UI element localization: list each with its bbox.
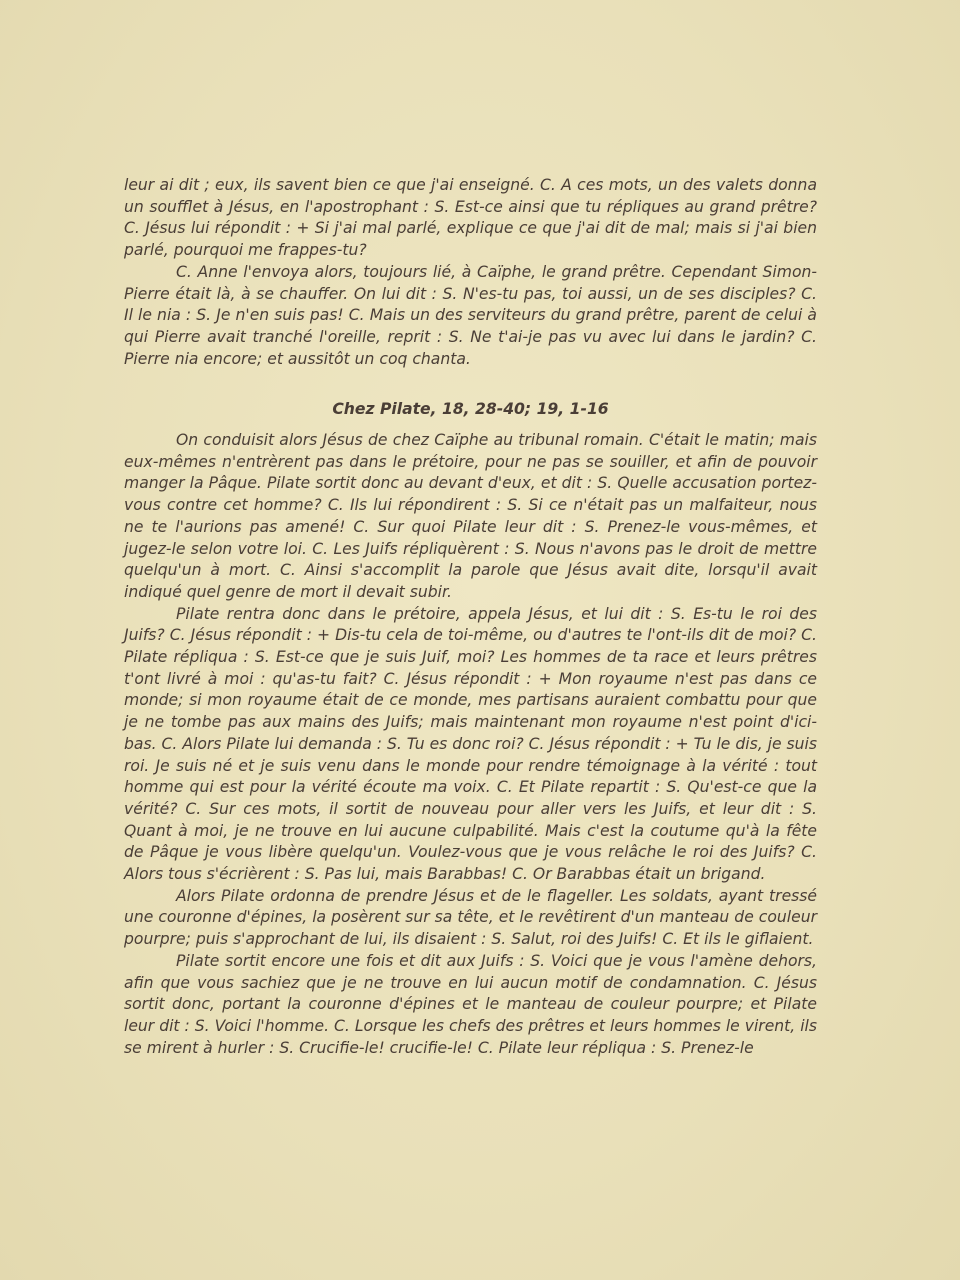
paragraph-continuation: leur ai dit ; eux, ils savent bien ce que j'ai enseigné. C. A ces mots, un des valets donna un soufflet à Jésus, en l'apostrophant : S. Est-ce ainsi que tu répliques au grand prêtre? C. Jésus lui répondit : + Si j'ai mal parlé, explique ce que j'ai dit de mal; mais si j'ai bien parlé, pourquoi me frappes-tu? <box>124 176 817 260</box>
paragraph-praetorium: Pilate rentra donc dans le prétoire, appela Jésus, et lui dit : S. Es-tu le roi des Juifs? C. Jésus répondit : + Dis-tu cela de toi-même, ou d'autres te l'ont-ils dit de moi? C. Pilate répliqua : S. Est-ce que je suis Juif, moi? Les hommes de ta race et leurs prêtres t'ont livré à moi : qu'as-tu fait? C. Jésus répondit : + Mon royaume n'est pas dans ce monde; si mon royaume était de ce monde, mes partisans auraient combattu pour que je ne tombe pas aux mains des Juifs; mais maintenant mon royaume n'est point d'ici-bas. C. Alors Pilate lui demanda : S. Tu es donc roi? C. Jésus répondit : + Tu le dis, je suis roi. Je suis né et je suis venu dans le monde pour rendre témoignage à la vérité : tout homme qui est pour la vérité écoute ma voix. C. Et Pilate repartit : S. Qu'est-ce que la vérité? C. Sur ces mots, il sortit de nouveau pour aller vers les Juifs, et leur dit : S. Quant à moi, je ne trouve en lui aucune culpabilité. Mais c'est la coutume qu'à la fête de Pâque je vous libère quelqu'un. Voulez-vous que je vous relâche le roi des Juifs? C. Alors tous s'écrièrent : S. Pas lui, mais Barabbas! C. Or Barabbas était un brigand. <box>124 604 817 884</box>
paragraph-anne-caiphe: C. Anne l'envoya alors, toujours lié, à Caïphe, le grand prêtre. Cependant Simon-Pierre était là, à se chauffer. On lui dit : S. N'es-tu pas, toi aussi, un de ses disciples? C. Il le nia : S. Je n'en suis pas! C. Mais un des serviteurs du grand prêtre, parent de celui à qui Pierre avait tranché l'oreille, reprit : S. Ne t'ai-je pas vu avec lui dans le jardin? C. Pierre nia encore; et aussitôt un coq chanta. <box>124 262 817 368</box>
section-heading: Chez Pilate, 18, 28-40; 19, 1-16 <box>332 400 609 418</box>
continuation-text <box>124 175 817 370</box>
section-text <box>124 430 817 1059</box>
paragraph-ecce-homo: Pilate sortit encore une fois et dit aux Juifs : S. Voici que je vous l'amène dehors, afin que vous sachiez que je ne trouve en lui aucun motif de condamnation. C. Jésus sortit donc, portant la couronne d'épines et le manteau de couleur pourpre; et Pilate leur dit : S. Voici l'homme. C. Lorsque les chefs des prêtres et leurs hommes le virent, ils se mirent à hurler : S. Crucifie-le! crucifie-le! C. Pilate leur répliqua : S. Prenez-le <box>124 951 817 1057</box>
paragraph-flagellation: Alors Pilate ordonna de prendre Jésus et de le flageller. Les soldats, ayant tressé une couronne d'épines, la posèrent sur sa tête, et le revêtirent d'un manteau de couleur pourpre; puis s'approchant de lui, ils disaient : S. Salut, roi des Juifs! C. Et ils le giflaient. <box>124 886 817 949</box>
paragraph-tribunal: On conduisit alors Jésus de chez Caïphe au tribunal romain. C'était le matin; mais eux-mêmes n'entrèrent pas dans le prétoire, pour ne pas se souiller, et afin de pouvoir manger la Pâque. Pilate sortit donc au devant d'eux, et dit : S. Quelle accusation portez-vous contre cet homme? C. Ils lui répondirent : S. Si ce n'était pas un malfaiteur, nous ne te l'aurions pas amené! C. Sur quoi Pilate leur dit : S. Prenez-le vous-mêmes, et jugez-le selon votre loi. C. Les Juifs répliquèrent : S. Nous n'avons pas le droit de mettre quelqu'un à mort. C. Ainsi s'accomplit la parole que Jésus avait dite, lorsqu'il avait indiqué quel genre de mort il devait subir. <box>124 431 817 601</box>
